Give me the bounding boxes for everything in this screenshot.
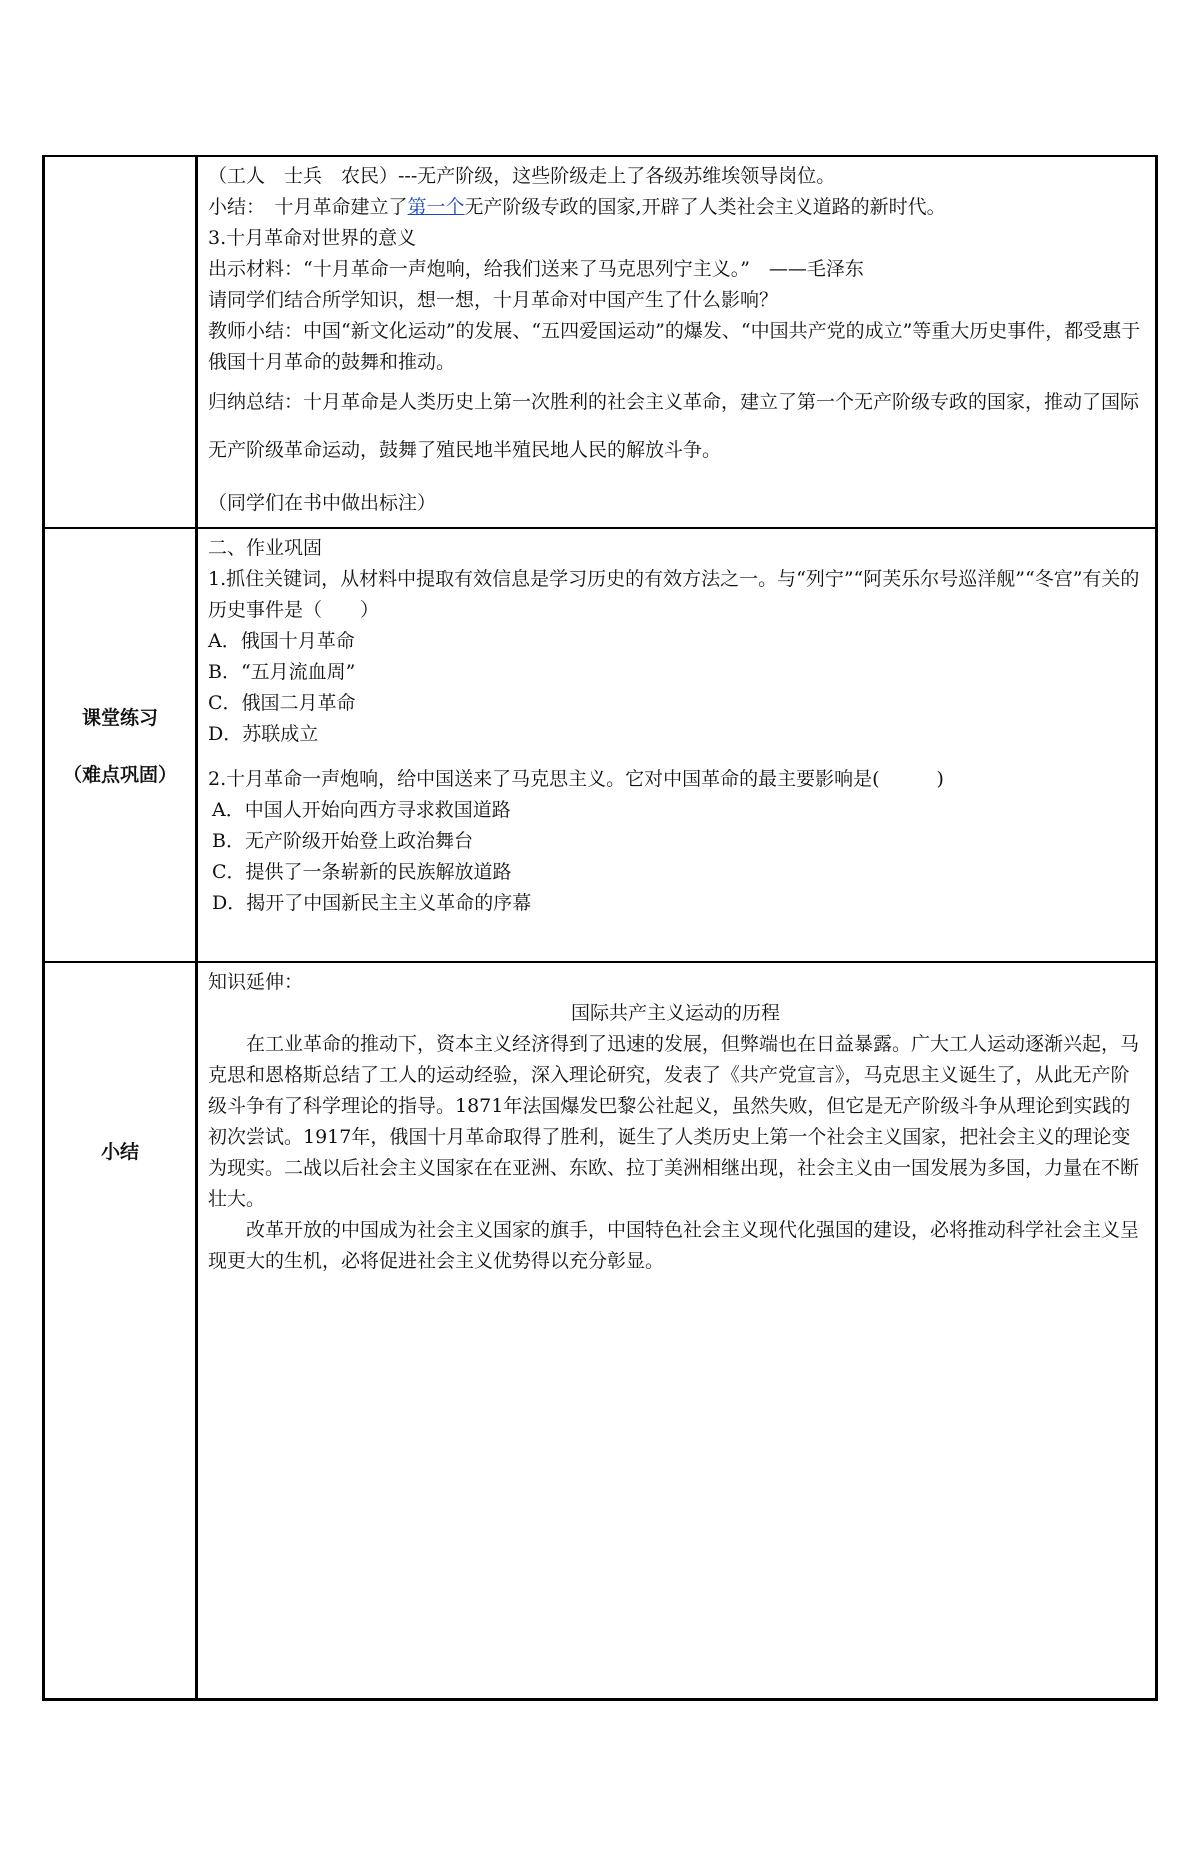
- summary-label: 小结: [100, 1141, 139, 1163]
- q1-option-b: B．“五月流血周”: [208, 661, 356, 683]
- row3-content: [198, 963, 1155, 1277]
- first-link[interactable]: 第一个: [407, 196, 465, 218]
- question-line: 请同学们结合所学知识，想一想，十月革命对中国产生了什么影响？: [208, 289, 779, 311]
- section-heading: 3.十月革命对世界的意义: [208, 227, 417, 249]
- table-row: [44, 528, 1157, 962]
- lesson-table: [42, 155, 1158, 1701]
- table-row: [44, 156, 1157, 528]
- question-2: 2.十月革命一声炮响，给中国送来了马克思主义。它对中国革命的最主要影响是( ): [208, 768, 944, 790]
- row2-content: [198, 529, 1155, 919]
- extension-title: 知识延伸：: [208, 971, 304, 993]
- summary-suffix: 无产阶级专政的国家,开辟了人类社会主义道路的新时代。: [464, 196, 946, 218]
- label-cell: [44, 528, 197, 962]
- row1-content: [198, 157, 1155, 519]
- conclusion: 归纳总结：十月革命是人类历史上第一次胜利的社会主义革命，建立了第一个无产阶级专政的国家，推动了国际无产阶级革命运动，鼓舞了殖民地半殖民地人民的解放斗争。: [208, 391, 1140, 461]
- label-wrap: [45, 963, 195, 1872]
- content-cell: [197, 962, 1157, 1700]
- content-cell: [197, 528, 1157, 962]
- article-title: 国际共产主义运动的历程: [570, 1002, 780, 1024]
- paragraph-1: 在工业革命的推动下，资本主义经济得到了迅速的发展，但弊端也在日益暴露。广大工人运动逐渐兴起，马克思和恩格斯总结了工人的运动经验，深入理论研究，发表了《共产党宣言》，马克思主义诞生了，从此无产阶级斗争有了科学理论的指导。1871年法国爆发巴黎公社起义，虽然失败，但它是无产阶级斗争从理论到实践的初次尝试。1917年，俄国十月革命取得了胜利，诞生了人类历史上第一个社会主义国家，把社会主义的理论变为现实。二战以后社会主义国家在在亚洲、东欧、拉丁美洲相继出现，社会主义由一国发展为多国，力量在不断壮大。: [208, 1033, 1140, 1210]
- practice-label: 课堂练习: [81, 707, 158, 729]
- paragraph-2: 改革开放的中国成为社会主义国家的旗手，中国特色社会主义现代化强国的建设，必将推动科学社会主义呈现更大的生机，必将促进社会主义优势得以充分彰显。: [208, 1219, 1140, 1272]
- material-line: 出示材料：“十月革命一声炮响，给我们送来了马克思列宁主义。” ——毛泽东: [208, 258, 864, 280]
- summary-line: [208, 192, 1143, 223]
- table-row: [44, 962, 1157, 1700]
- label-cell: [44, 962, 197, 1700]
- q2-option-b: B．无产阶级开始登上政治舞台: [212, 830, 473, 852]
- note-line: （同学们在书中做出标注）: [208, 492, 437, 514]
- q2-option-d: D．揭开了中国新民主主义革命的序幕: [212, 892, 532, 914]
- teacher-summary: 教师小结：中国“新文化运动”的发展、“五四爱国运动”的爆发、“中国共产党的成立”等重大历史事件，都受惠于俄国十月革命的鼓舞和推动。: [208, 320, 1141, 373]
- practice-sublabel: （难点巩固）: [62, 764, 177, 786]
- section-title: 二、作业巩固: [208, 537, 323, 559]
- label-wrap: [45, 529, 195, 961]
- workers-line: （工人 士兵 农民）---无产阶级，这些阶级走上了各级苏维埃领导岗位。: [208, 165, 836, 187]
- label-cell: [44, 156, 197, 528]
- question-1: 1.抓住关键词，从材料中提取有效信息是学习历史的有效方法之一。与“列宁”“阿芙乐尔号巡洋舰”“冬宫”有关的历史事件是（ ）: [208, 568, 1140, 621]
- q2-option-a: A．中国人开始向西方寻求救国道路: [212, 799, 511, 821]
- summary-prefix: 小结： 十月革命建立了: [208, 196, 408, 218]
- q1-option-a: A．俄国十月革命: [208, 630, 355, 652]
- q2-option-c: C．提供了一条崭新的民族解放道路: [212, 861, 512, 883]
- q1-option-d: D．苏联成立: [208, 723, 319, 745]
- q1-option-c: C．俄国二月革命: [208, 692, 356, 714]
- content-cell: [197, 156, 1157, 528]
